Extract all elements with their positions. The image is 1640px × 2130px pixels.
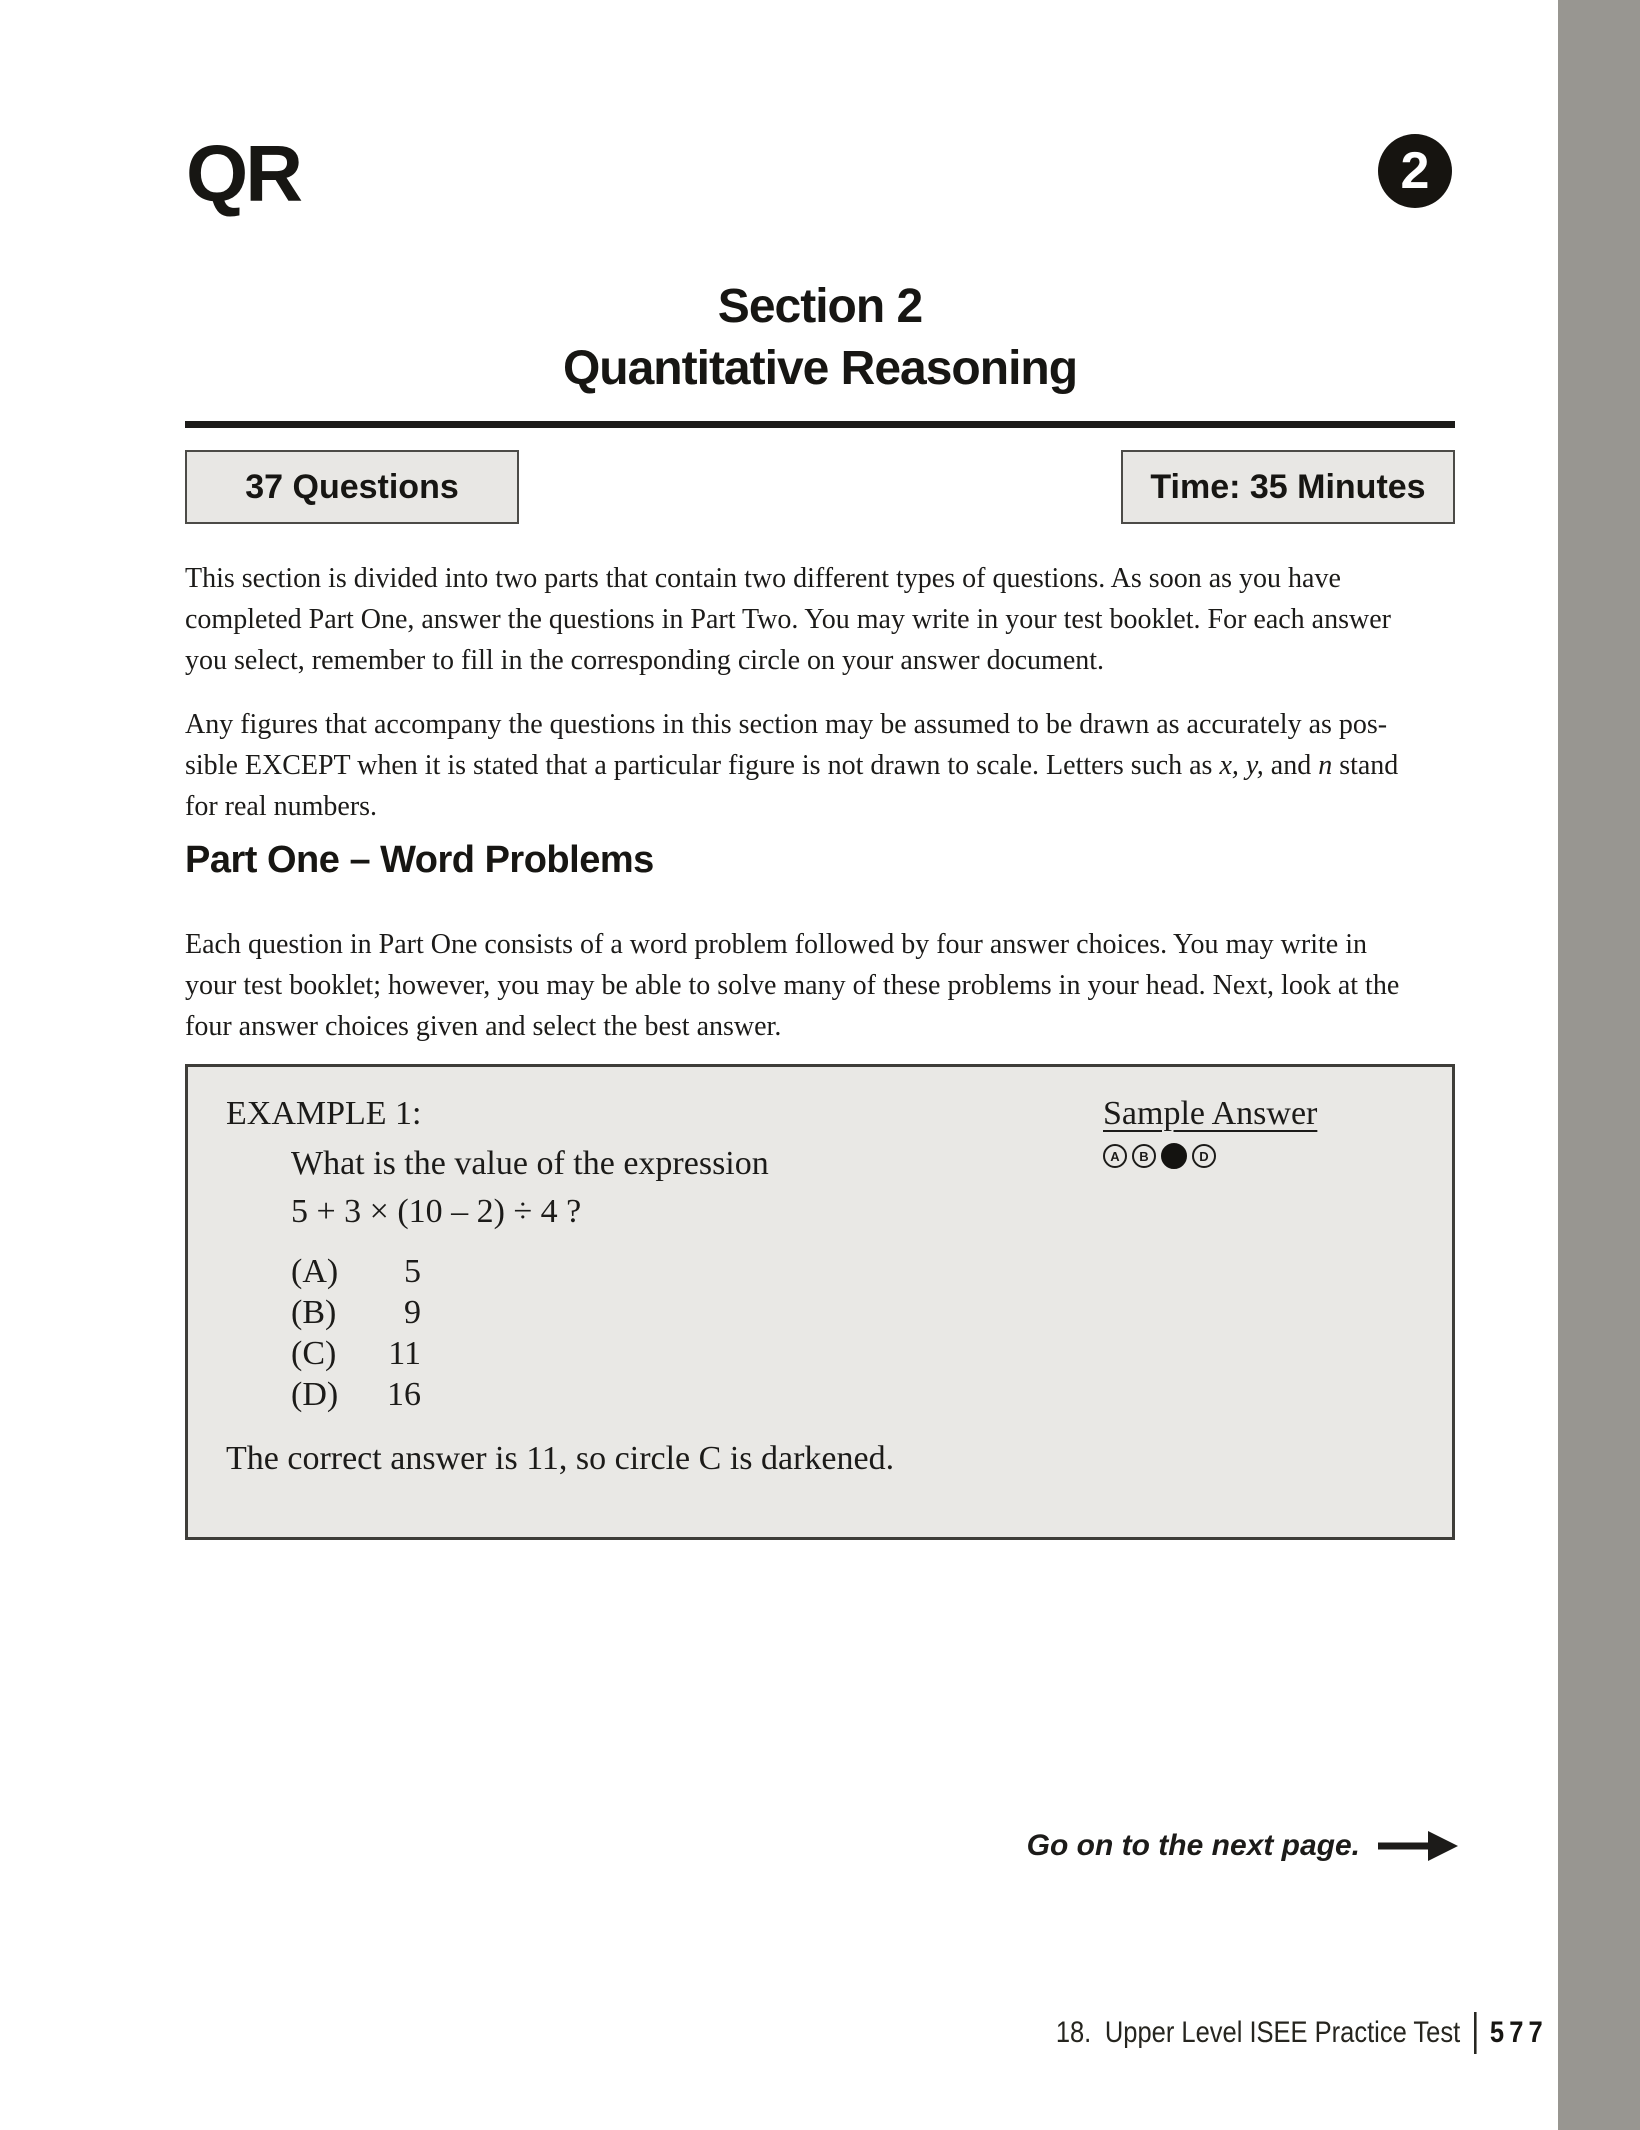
example-expression: 5 + 3 × (10 – 2) ÷ 4 ? <box>291 1193 582 1230</box>
go-on-text: Go on to the next page. <box>1026 1829 1360 1862</box>
section-corner-label: QR <box>186 129 300 218</box>
choice-letter: (D) <box>291 1376 339 1413</box>
part-one-heading: Part One – Word Problems <box>185 839 654 881</box>
choice-row <box>291 1292 421 1333</box>
paragraph-line: you select, remember to fill in the corresponding circle on your answer document. <box>185 645 1105 676</box>
bubble-letter: B <box>1139 1148 1149 1164</box>
footer-chapter-number: 18. <box>1056 2016 1092 2049</box>
choice-value: 16 <box>387 1376 421 1413</box>
sample-answer-bubbles <box>1103 1143 1216 1169</box>
page-edge-tab <box>1558 0 1640 2130</box>
paragraph-line: Each question in Part One consists of a word problem followed by four answer choices. You may write in <box>185 929 1367 960</box>
answer-bubble-d <box>1192 1144 1216 1168</box>
section-title-line1: Section 2 <box>717 280 923 333</box>
paragraph-line: your test booklet; however, you may be able to solve many of these problems in your head. Next, look at the <box>185 970 1400 1001</box>
choice-value: 9 <box>404 1294 421 1331</box>
time-limit-label: Time: 35 Minutes <box>1150 467 1426 506</box>
questions-count-label: 37 Questions <box>245 467 459 506</box>
choice-letter: (A) <box>291 1253 339 1290</box>
answer-bubble-b <box>1132 1144 1156 1168</box>
choice-letter: (B) <box>291 1294 337 1331</box>
next-page-arrow-icon <box>1378 1830 1458 1862</box>
section-title <box>185 276 1455 400</box>
footer-page-number: 577 <box>1490 2016 1548 2049</box>
math-variable: x, y, <box>1219 750 1264 781</box>
footer-book-title: Upper Level ISEE Practice Test <box>1105 2016 1461 2049</box>
paragraph-text: stand <box>1332 750 1399 781</box>
paragraph-line: This section is divided into two parts that contain two different types of questions. As soon as you have <box>185 563 1341 594</box>
paragraph-line: for real numbers. <box>185 791 378 822</box>
answer-choices <box>291 1251 421 1415</box>
choice-row <box>291 1333 421 1374</box>
paragraph-line <box>185 745 1398 786</box>
time-limit-box <box>1121 450 1455 524</box>
example-question: What is the value of the expression <box>291 1145 769 1182</box>
go-on-note <box>1027 1830 1458 1862</box>
sample-answer-label: Sample Answer <box>1103 1095 1318 1132</box>
intro-paragraph-2 <box>185 704 1398 827</box>
section-number: 2 <box>1400 142 1430 200</box>
paragraph-text: sible EXCEPT when it is stated that a particular figure is not drawn to scale. Letters such as <box>185 750 1220 781</box>
answer-bubble-a <box>1103 1144 1127 1168</box>
choice-row <box>291 1251 421 1292</box>
paragraph-line: completed Part One, answer the questions in Part Two. You may write in your test booklet. For each answer <box>185 604 1391 635</box>
math-variable: n <box>1318 750 1333 781</box>
example-explanation: The correct answer is 11, so circle C is darkened. <box>226 1440 895 1477</box>
section-title-line2: Quantitative Reasoning <box>562 342 1078 395</box>
example-label: EXAMPLE 1: <box>226 1095 422 1132</box>
part-one-paragraph <box>185 924 1399 1047</box>
intro-paragraph-1 <box>185 558 1391 681</box>
bubble-letter: D <box>1199 1148 1209 1164</box>
footer-divider <box>1474 2012 1477 2054</box>
choice-value: 11 <box>388 1335 421 1372</box>
choice-row <box>291 1374 421 1415</box>
paragraph-text: and <box>1263 750 1319 781</box>
bubble-letter: A <box>1110 1148 1120 1164</box>
answer-bubble-c-filled <box>1161 1143 1187 1169</box>
page-footer <box>1056 2012 1548 2054</box>
title-divider-rule <box>185 421 1455 428</box>
choice-letter: (C) <box>291 1335 337 1372</box>
example-box <box>185 1064 1455 1540</box>
section-number-badge <box>1378 134 1452 208</box>
choice-value: 5 <box>404 1253 421 1290</box>
questions-count-box <box>185 450 519 524</box>
paragraph-line: four answer choices given and select the best answer. <box>185 1011 782 1042</box>
paragraph-line: Any figures that accompany the questions in this section may be assumed to be drawn as accurately as pos- <box>185 709 1388 740</box>
